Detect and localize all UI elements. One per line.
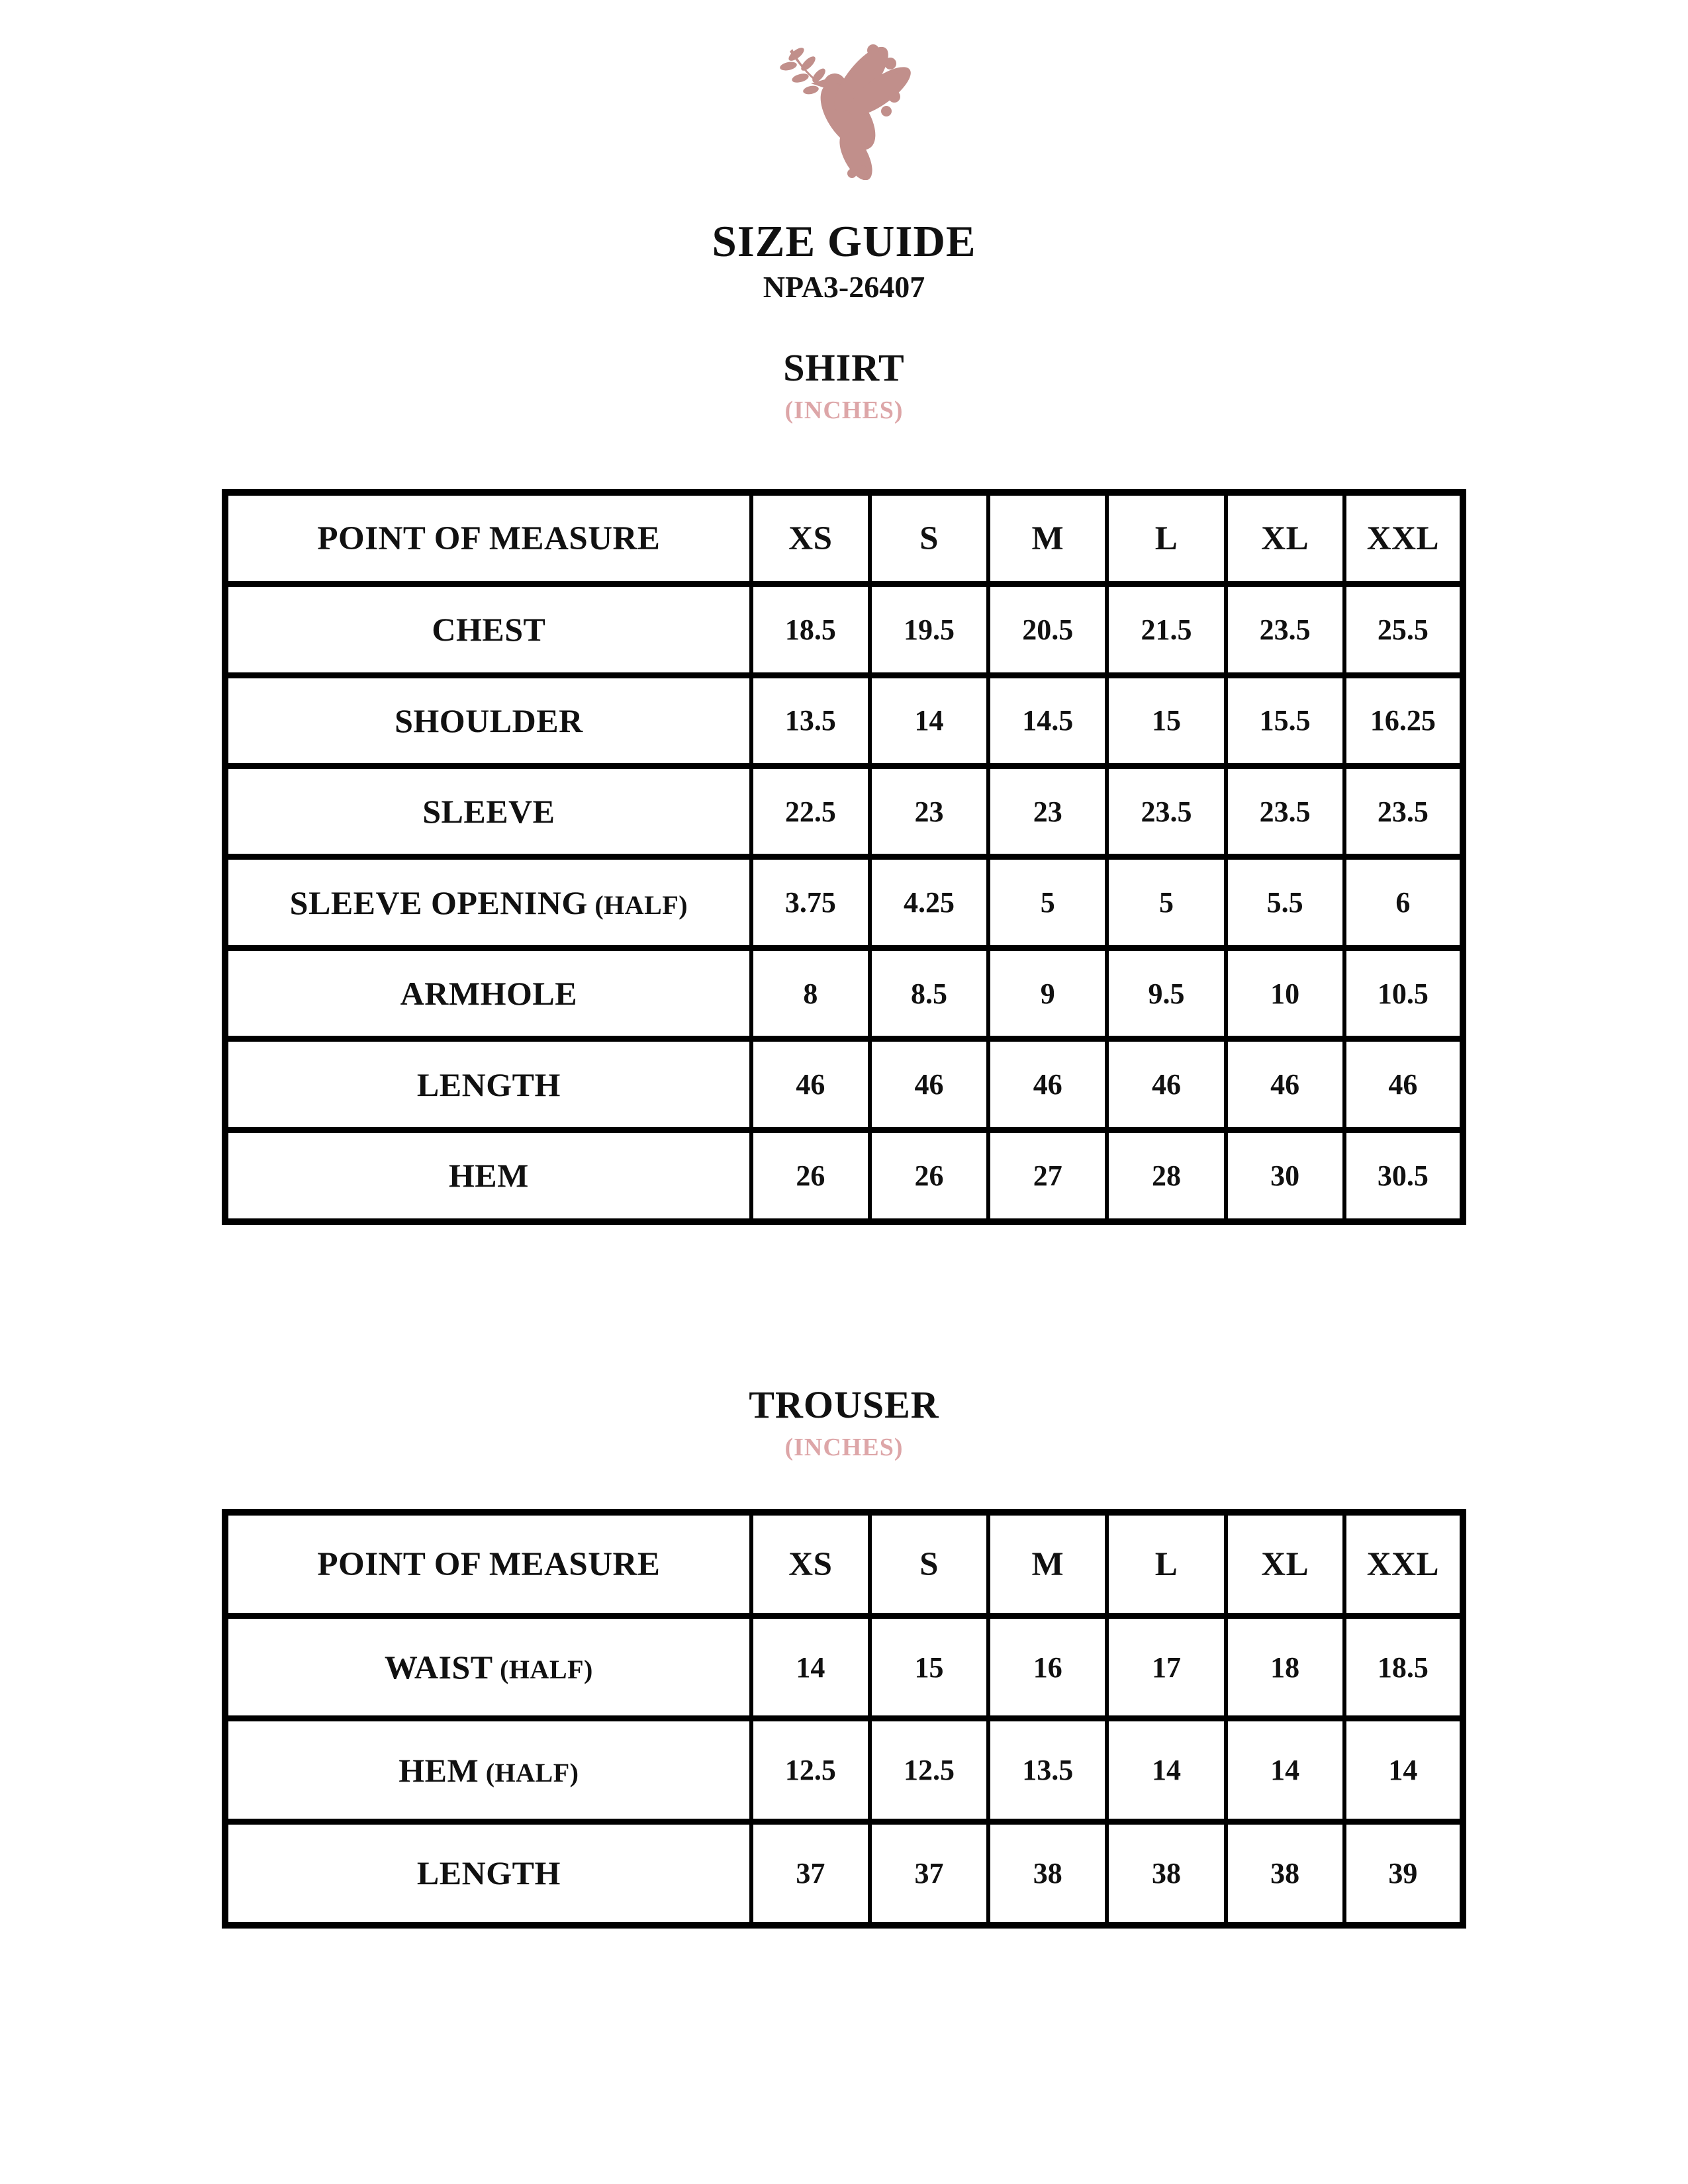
row-label-hem: HEM: [225, 1130, 751, 1222]
cell-hem-xs: 26: [751, 1130, 870, 1222]
cell-shoulder-xl: 15.5: [1226, 675, 1344, 766]
row-label-chest: CHEST: [225, 584, 751, 675]
header-cell-l: L: [1107, 1512, 1225, 1616]
header-cell-xxl: XXL: [1344, 492, 1463, 584]
table-row-length: [225, 1821, 1463, 1925]
cell-shoulder-xs: 13.5: [751, 675, 870, 766]
row-label-shoulder: SHOULDER: [225, 675, 751, 766]
cell-chest-xs: 18.5: [751, 584, 870, 675]
cell-hem-xl: 14: [1226, 1719, 1344, 1821]
cell-waist-xxl: 18.5: [1344, 1616, 1463, 1719]
cell-waist-l: 17: [1107, 1616, 1225, 1719]
cell-hem-l: 28: [1107, 1130, 1225, 1222]
cell-waist-xl: 18: [1226, 1616, 1344, 1719]
cell-chest-xxl: 25.5: [1344, 584, 1463, 675]
cell-hem-s: 26: [870, 1130, 988, 1222]
cell-length-l: 38: [1107, 1821, 1225, 1925]
cell-sleeve-l: 23.5: [1107, 766, 1225, 856]
cell-sleeve-opening-l: 5: [1107, 857, 1225, 948]
cell-chest-s: 19.5: [870, 584, 988, 675]
header-cell-point-of-measure: POINT OF MEASURE: [225, 1512, 751, 1616]
table-row-hem: [225, 1719, 1463, 1821]
cell-sleeve-xl: 23.5: [1226, 766, 1344, 856]
cell-waist-s: 15: [870, 1616, 988, 1719]
cell-length-xs: 46: [751, 1039, 870, 1130]
cell-hem-xxl: 14: [1344, 1719, 1463, 1821]
header-cell-s: S: [870, 492, 988, 584]
header-cell-m: M: [988, 492, 1107, 584]
row-label-suffix: (HALF): [492, 1655, 593, 1685]
cell-shoulder-xxl: 16.25: [1344, 675, 1463, 766]
cell-shoulder-m: 14.5: [988, 675, 1107, 766]
table-row-waist: [225, 1616, 1463, 1719]
page-title: SIZE GUIDE: [712, 217, 976, 266]
cell-armhole-xl: 10: [1226, 948, 1344, 1038]
row-label-sleeve-opening: SLEEVE OPENING (HALF): [225, 857, 751, 948]
cell-sleeve-xs: 22.5: [751, 766, 870, 856]
cell-sleeve-m: 23: [988, 766, 1107, 856]
cell-armhole-xxl: 10.5: [1344, 948, 1463, 1038]
cell-length-m: 46: [988, 1039, 1107, 1130]
header-row: [225, 1512, 1463, 1616]
table-row-shoulder: [225, 675, 1463, 766]
cell-length-l: 46: [1107, 1039, 1225, 1130]
shirt-unit-label: (INCHES): [784, 396, 904, 424]
cell-length-xl: 46: [1226, 1039, 1344, 1130]
table-row-length: [225, 1039, 1463, 1130]
cell-hem-m: 27: [988, 1130, 1107, 1222]
trouser-size-table: [222, 1509, 1466, 1929]
header-cell-point-of-measure: POINT OF MEASURE: [225, 492, 751, 584]
table-row-sleeve-opening: [225, 857, 1463, 948]
cell-length-xs: 37: [751, 1821, 870, 1925]
header-cell-xl: XL: [1226, 492, 1344, 584]
cell-length-xxl: 39: [1344, 1821, 1463, 1925]
row-label-hem: HEM (HALF): [225, 1719, 751, 1821]
cell-length-xxl: 46: [1344, 1039, 1463, 1130]
trouser-unit-label: (INCHES): [784, 1433, 904, 1461]
row-label-armhole: ARMHOLE: [225, 948, 751, 1038]
header-cell-l: L: [1107, 492, 1225, 584]
shirt-section-heading: SHIRT: [783, 346, 905, 389]
row-label-sleeve: SLEEVE: [225, 766, 751, 856]
cell-armhole-m: 9: [988, 948, 1107, 1038]
cell-sleeve-opening-s: 4.25: [870, 857, 988, 948]
cell-length-xl: 38: [1226, 1821, 1344, 1925]
cell-sleeve-opening-xl: 5.5: [1226, 857, 1344, 948]
header-row: [225, 492, 1463, 584]
table-row-chest: [225, 584, 1463, 675]
cell-length-s: 46: [870, 1039, 988, 1130]
cell-chest-m: 20.5: [988, 584, 1107, 675]
trouser-section-heading: TROUSER: [749, 1383, 939, 1426]
cell-hem-xxl: 30.5: [1344, 1130, 1463, 1222]
cell-length-m: 38: [988, 1821, 1107, 1925]
row-label-waist: WAIST (HALF): [225, 1616, 751, 1719]
cell-hem-xs: 12.5: [751, 1719, 870, 1821]
cell-waist-m: 16: [988, 1616, 1107, 1719]
cell-sleeve-s: 23: [870, 766, 988, 856]
header-cell-xs: XS: [751, 492, 870, 584]
cell-chest-l: 21.5: [1107, 584, 1225, 675]
dove-olive-branch-icon: [774, 38, 914, 180]
cell-hem-l: 14: [1107, 1719, 1225, 1821]
cell-shoulder-l: 15: [1107, 675, 1225, 766]
cell-armhole-l: 9.5: [1107, 948, 1225, 1038]
cell-sleeve-opening-m: 5: [988, 857, 1107, 948]
cell-waist-xs: 14: [751, 1616, 870, 1719]
cell-hem-m: 13.5: [988, 1719, 1107, 1821]
cell-sleeve-opening-xxl: 6: [1344, 857, 1463, 948]
style-code: NPA3-26407: [763, 270, 925, 304]
shirt-size-table: [222, 489, 1466, 1225]
header-cell-xl: XL: [1226, 1512, 1344, 1616]
header-cell-xxl: XXL: [1344, 1512, 1463, 1616]
cell-hem-xl: 30: [1226, 1130, 1344, 1222]
row-label-suffix: (HALF): [587, 889, 688, 920]
header-cell-xs: XS: [751, 1512, 870, 1616]
header-cell-s: S: [870, 1512, 988, 1616]
cell-shoulder-s: 14: [870, 675, 988, 766]
table-row-armhole: [225, 948, 1463, 1038]
header-cell-m: M: [988, 1512, 1107, 1616]
cell-sleeve-opening-xs: 3.75: [751, 857, 870, 948]
cell-sleeve-xxl: 23.5: [1344, 766, 1463, 856]
table-row-sleeve: [225, 766, 1463, 856]
row-label-suffix: (HALF): [479, 1757, 579, 1788]
logo-wrap: [0, 0, 1688, 180]
cell-armhole-xs: 8: [751, 948, 870, 1038]
cell-hem-s: 12.5: [870, 1719, 988, 1821]
cell-chest-xl: 23.5: [1226, 584, 1344, 675]
row-label-length: LENGTH: [225, 1821, 751, 1925]
table-row-hem: [225, 1130, 1463, 1222]
cell-length-s: 37: [870, 1821, 988, 1925]
row-label-length: LENGTH: [225, 1039, 751, 1130]
cell-armhole-s: 8.5: [870, 948, 988, 1038]
